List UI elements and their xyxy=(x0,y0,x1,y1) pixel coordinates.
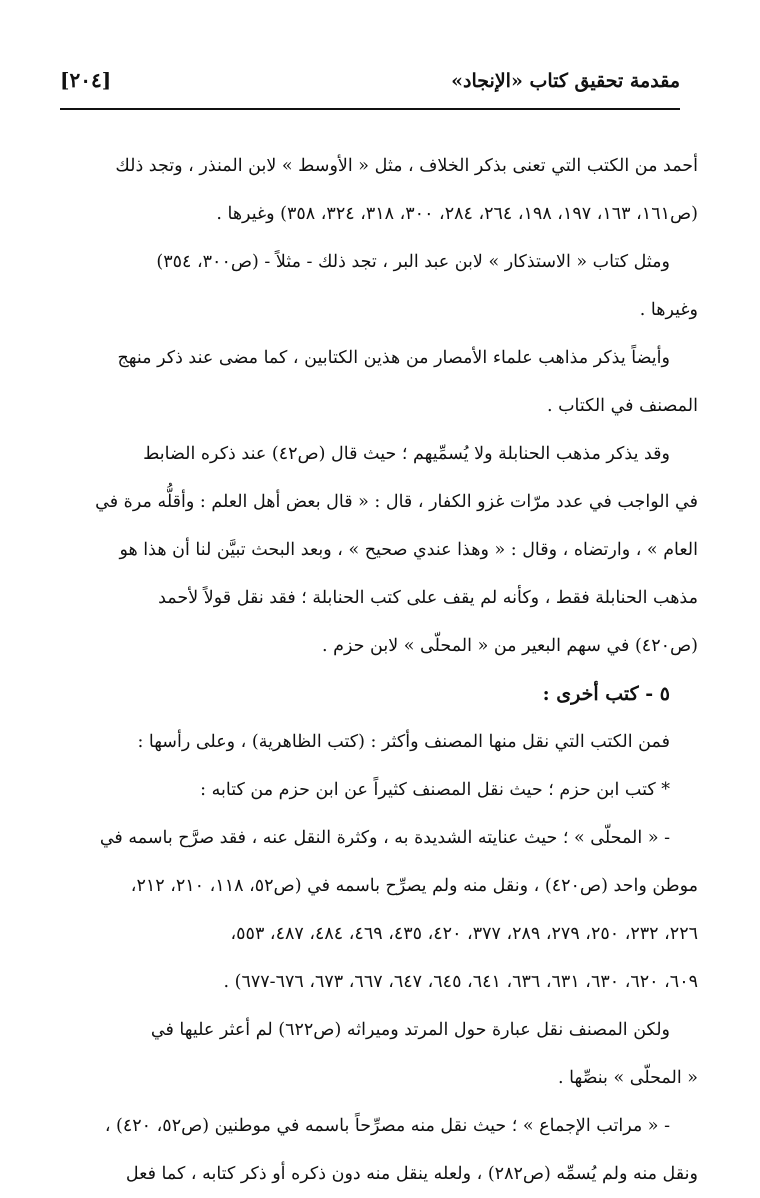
text-line: موطن واحد (ص٤٢٠) ، ونقل منه ولم يصرِّح باسمه في (ص٥٢، ١١٨، ٢١٠، ٢١٢، xyxy=(130,876,698,896)
text-line: ٢٢٦، ٢٣٢، ٢٥٠، ٢٧٩، ٢٨٩، ٣٧٧، ٤٢٠، ٤٣٥، ٤٦٩، ٤٨٤، ٤٨٧، ٥٥٣، xyxy=(230,924,698,944)
text-line: وقد يذكر مذهب الحنابلة ولا يُسمِّيهم ؛ حيث قال (ص٤٢) عند ذكره الضابط xyxy=(143,444,670,464)
text-line: وغيرها . xyxy=(639,300,698,320)
text-line: - « مراتب الإجماع » ؛ حيث نقل منه مصرِّحاً باسمه في موطنين (ص٥٢، ٤٢٠) ، xyxy=(104,1116,670,1136)
text-line: وأيضاً يذكر مذاهب علماء الأمصار من هذين الكتابين ، كما مضى عند ذكر منهج xyxy=(117,348,670,368)
running-title: مقدمة تحقيق كتاب «الإنجاد» xyxy=(451,70,680,92)
text-line: مذهب الحنابلة فقط ، وكأنه لم يقف على كتب الحنابلة ؛ فقد نقل قولاً لأحمد xyxy=(158,588,698,608)
text-line: (ص١٦١، ١٦٣، ١٩٧، ١٩٨، ٢٦٤، ٢٨٤، ٣٠٠، ٣١٨، ٣٢٤، ٣٥٨) وغيرها . xyxy=(216,204,698,224)
text-line: ولكن المصنف نقل عبارة حول المرتد وميراثه (ص٦٢٢) لم أعثر عليها في xyxy=(150,1020,670,1040)
section-heading: ٥ - كتب أخرى : xyxy=(542,683,670,705)
text-line: في الواجب في عدد مرّات غزو الكفار ، قال : « قال بعض أهل العلم : وأقلُّه مرة في xyxy=(95,492,698,512)
header-rule xyxy=(60,108,680,110)
text-line: * كتب ابن حزم ؛ حيث نقل المصنف كثيراً عن ابن حزم من كتابه : xyxy=(200,780,670,800)
text-line: « المحلّى » بنصِّها . xyxy=(558,1068,698,1088)
text-line: أحمد من الكتب التي تعنى بذكر الخلاف ، مثل « الأوسط » لابن المنذر ، وتجد ذلك xyxy=(115,156,698,176)
body-text xyxy=(62,142,698,1198)
text-line: ٦٠٩، ٦٢٠، ٦٣٠، ٦٣١، ٦٣٦، ٦٤١، ٦٤٥، ٦٤٧، ٦٦٧، ٦٧٣، ٦٧٦-٦٧٧) . xyxy=(223,972,698,992)
page-header xyxy=(60,62,680,112)
text-line: ونقل منه ولم يُسمِّه (ص٢٨٢) ، ولعله ينقل منه دون ذكره أو ذكر كتابه ، كما فعل xyxy=(125,1164,698,1184)
text-line: المصنف في الكتاب . xyxy=(546,396,698,416)
page-number: [٢٠٤] xyxy=(60,68,112,92)
text-line: - « المحلّى » ؛ حيث عنايته الشديدة به ، وكثرة النقل عنه ، فقد صرَّح باسمه في xyxy=(99,828,670,848)
text-line: فمن الكتب التي نقل منها المصنف وأكثر : (كتب الظاهرية) ، وعلى رأسها : xyxy=(137,732,670,752)
text-line: ومثل كتاب « الاستذكار » لابن عبد البر ، تجد ذلك - مثلاً - (ص٣٠٠، ٣٥٤) xyxy=(156,252,670,272)
text-line: (ص٤٢٠) في سهم البعير من « المحلّى » لابن حزم . xyxy=(322,636,698,656)
text-line: العام » ، وارتضاه ، وقال : « وهذا عندي صحيح » ، وبعد البحث تبيَّن لنا أن هذا هو xyxy=(119,540,698,560)
